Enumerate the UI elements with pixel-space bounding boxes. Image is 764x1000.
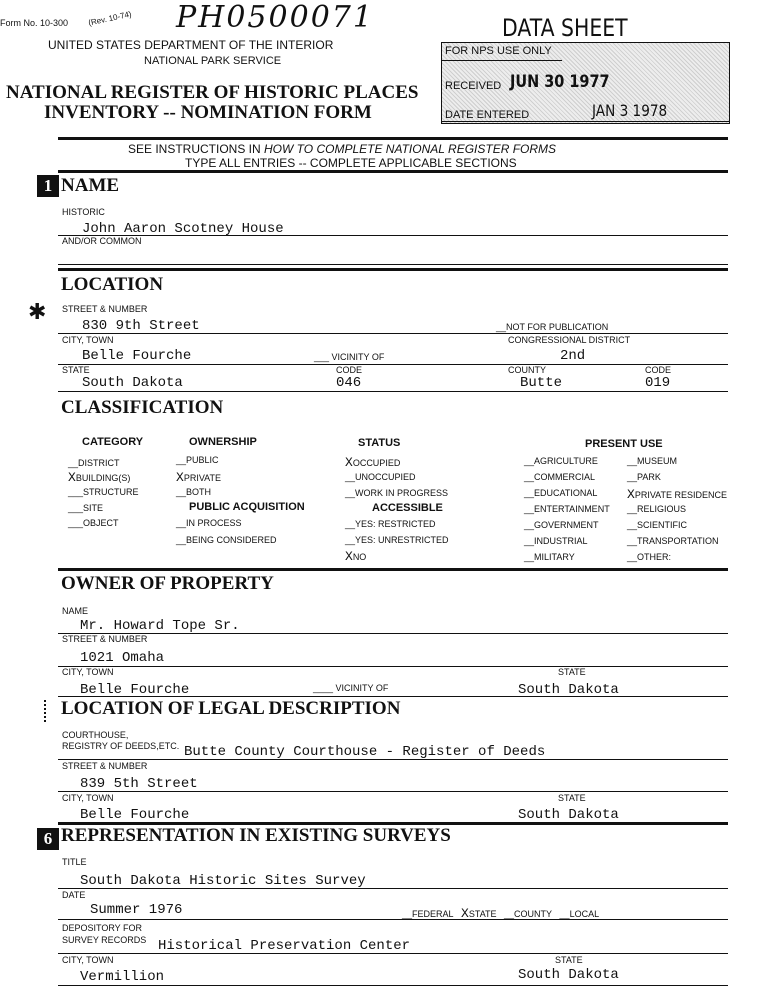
- use-educational: __EDUCATIONAL: [524, 488, 598, 498]
- vicinity-text: VICINITY OF: [335, 683, 389, 693]
- owner-state-value: South Dakota: [518, 682, 619, 698]
- form-number: Form No. 10-300: [0, 18, 69, 28]
- service-heading: NATIONAL PARK SERVICE: [144, 55, 282, 67]
- field-line: [58, 888, 728, 889]
- county-value: Butte: [520, 375, 563, 391]
- category-site: ___SITE: [68, 503, 104, 513]
- section-number-badge: 1: [37, 175, 59, 197]
- date-entered-value: JAN 3 1978: [592, 101, 668, 120]
- received-label: RECEIVED: [445, 80, 502, 92]
- checkbox-label: ENTERTAINMENT: [534, 504, 610, 514]
- legal-street-value: 839 5th Street: [80, 776, 198, 792]
- courthouse-label: COURTHOUSE,: [62, 730, 129, 740]
- field-line: [58, 364, 728, 365]
- owner-state-label: STATE: [558, 667, 586, 677]
- checkbox-label: UNOCCUPIED: [355, 472, 416, 482]
- owner-street-value: 1021 Omaha: [80, 650, 165, 666]
- category-object: ___OBJECT: [68, 518, 119, 528]
- field-line: [58, 985, 728, 986]
- checkbox-label: PRIVATE RESIDENCE: [634, 490, 727, 500]
- field-line: [58, 666, 728, 667]
- owner-street-label: STREET & NUMBER: [62, 634, 148, 644]
- county-label: COUNTY: [508, 365, 546, 375]
- section-rule: [58, 170, 728, 173]
- checkbox-label: BEING CONSIDERED: [186, 535, 277, 545]
- state-label: STATE: [62, 365, 90, 375]
- congressional-district-value: 2nd: [560, 348, 586, 364]
- depository-value: Historical Preservation Center: [158, 938, 411, 954]
- field-line: [58, 919, 728, 920]
- depository-label-line2: SURVEY RECORDS: [62, 935, 147, 945]
- accessible-no: [345, 549, 366, 564]
- use-commercial: __COMMERCIAL: [524, 472, 596, 482]
- checkbox-label: BOTH: [186, 487, 212, 497]
- checkbox-label: IN PROCESS: [186, 518, 242, 528]
- status-work-in-progress: __WORK IN PROGRESS: [345, 488, 449, 498]
- not-for-publication-text: NOT FOR PUBLICATION: [506, 322, 609, 332]
- instructions-text: SEE INSTRUCTIONS IN: [128, 142, 265, 156]
- status-header: STATUS: [358, 437, 401, 449]
- checkbox-label: OCCUPIED: [352, 458, 401, 468]
- handwritten-mark-icon: ✱: [28, 300, 47, 325]
- owner-city-label: CITY, TOWN: [62, 667, 114, 677]
- federal-label: FEDERAL: [412, 909, 454, 919]
- depository-label-line1: DEPOSITORY FOR: [62, 923, 143, 933]
- legal-city-label: CITY, TOWN: [62, 793, 114, 803]
- field-line: [58, 391, 728, 392]
- field-line: [58, 696, 728, 697]
- present-use-header: PRESENT USE: [585, 438, 663, 450]
- form-title-line2: INVENTORY -- NOMINATION FORM: [44, 102, 372, 123]
- use-agriculture: __AGRICULTURE: [524, 456, 598, 466]
- checkbox-label: TRANSPORTATION: [637, 536, 719, 546]
- margin-mark: [44, 700, 48, 722]
- checkbox-label: INDUSTRIAL: [534, 536, 588, 546]
- vicinity-text: VICINITY OF: [331, 352, 385, 362]
- owner-name-label: NAME: [62, 606, 89, 616]
- status-unoccupied: __UNOCCUPIED: [345, 472, 416, 482]
- owner-name-value: Mr. Howard Tope Sr.: [80, 618, 240, 634]
- use-military: __MILITARY: [524, 552, 575, 562]
- checkbox-label: SITE: [83, 503, 104, 513]
- use-other: __OTHER:: [627, 552, 672, 562]
- county-code-value: 019: [645, 375, 671, 391]
- historic-name-value: John Aaron Scotney House: [82, 221, 284, 237]
- acquisition-being-considered: __BEING CONSIDERED: [176, 535, 277, 545]
- survey-city-label: CITY, TOWN: [62, 955, 114, 965]
- checkbox-label: RELIGIOUS: [637, 504, 687, 514]
- legal-street-label: STREET & NUMBER: [62, 761, 148, 771]
- accessible-yes-restricted: __YES: RESTRICTED: [345, 519, 436, 529]
- state-code-value: 046: [336, 375, 362, 391]
- survey-title-value: South Dakota Historic Sites Survey: [80, 873, 366, 889]
- acquisition-in-process: __IN PROCESS: [176, 518, 242, 528]
- city-value: Belle Fourche: [82, 348, 192, 364]
- received-date-stamp: JUN 30 1977: [510, 72, 610, 92]
- use-private-residence: [627, 487, 727, 502]
- section-title-classification: CLASSIFICATION: [61, 397, 224, 418]
- street-label: STREET & NUMBER: [62, 304, 148, 314]
- accessible-header: ACCESSIBLE: [372, 502, 443, 514]
- checkbox-mark: X: [68, 470, 76, 485]
- local-level-label: LOCAL: [569, 909, 600, 919]
- checkbox-label: YES: RESTRICTED: [355, 519, 436, 529]
- street-value: 830 9th Street: [82, 318, 200, 334]
- vicinity-label: ___ VICINITY OF: [314, 352, 385, 362]
- category-buildings: [68, 470, 130, 485]
- form-revision: (Rev. 10-74): [87, 9, 133, 28]
- instructions-line1: [128, 142, 556, 156]
- category-header: CATEGORY: [82, 436, 144, 448]
- use-museum: __MUSEUM: [627, 456, 678, 466]
- checkbox-label: SCIENTIFIC: [637, 520, 688, 530]
- survey-state-label: STATE: [555, 955, 583, 965]
- use-scientific: __SCIENTIFIC: [627, 520, 688, 530]
- ownership-public: __PUBLIC: [176, 455, 219, 465]
- department-heading: UNITED STATES DEPARTMENT OF THE INTERIOR: [48, 38, 334, 52]
- form-title-line1: NATIONAL REGISTER OF HISTORIC PLACES: [6, 82, 419, 103]
- congressional-district-label: CONGRESSIONAL DISTRICT: [508, 335, 631, 345]
- survey-level-options: __FEDERAL XSTATE __COUNTY __LOCAL: [402, 906, 600, 921]
- checkbox-label: STRUCTURE: [83, 487, 139, 497]
- state-checkbox-mark: X: [461, 906, 469, 921]
- checkbox-label: OBJECT: [83, 518, 119, 528]
- state-code-label: CODE: [336, 365, 363, 375]
- accessible-yes-unrestricted: __YES: UNRESTRICTED: [345, 535, 449, 545]
- section-title-surveys: REPRESENTATION IN EXISTING SURVEYS: [61, 825, 451, 846]
- checkbox-label: MUSEUM: [637, 456, 678, 466]
- checkbox-label: PRIVATE: [183, 473, 221, 483]
- use-entertainment: __ENTERTAINMENT: [524, 504, 610, 514]
- common-name-label: AND/OR COMMON: [62, 236, 142, 246]
- legal-state-value: South Dakota: [518, 807, 619, 823]
- county-code-label: CODE: [645, 365, 672, 375]
- city-label: CITY, TOWN: [62, 335, 114, 345]
- handwritten-reference: PH0500071: [176, 0, 374, 35]
- field-line: [58, 333, 728, 334]
- checkbox-label: YES: UNRESTRICTED: [355, 535, 449, 545]
- use-park: __PARK: [627, 472, 661, 482]
- nps-box-bottom: [442, 121, 730, 122]
- instructions-reference: HOW TO COMPLETE NATIONAL REGISTER FORMS: [264, 142, 557, 156]
- checkbox-label: AGRICULTURE: [534, 456, 598, 466]
- not-for-publication-label: __NOT FOR PUBLICATION: [496, 322, 609, 332]
- state-level-label: STATE: [468, 909, 497, 919]
- checkbox-label: COMMERCIAL: [534, 472, 596, 482]
- field-line: [58, 759, 728, 760]
- checkbox-label: WORK IN PROGRESS: [355, 488, 449, 498]
- field-line: [58, 235, 728, 236]
- nps-use-only-label: FOR NPS USE ONLY: [445, 45, 552, 57]
- status-occupied: [345, 455, 400, 470]
- date-entered-label: DATE ENTERED: [445, 109, 530, 121]
- section-rule: [58, 268, 728, 271]
- nps-underline: [442, 60, 562, 61]
- checkbox-label: GOVERNMENT: [534, 520, 599, 530]
- checkbox-label: NO: [352, 552, 367, 562]
- owner-vicinity-label: ____ VICINITY OF: [313, 683, 389, 693]
- checkbox-label: PARK: [637, 472, 661, 482]
- ownership-header: OWNERSHIP: [189, 436, 257, 448]
- field-line: [58, 633, 728, 634]
- legal-state-label: STATE: [558, 793, 586, 803]
- checkbox-label: EDUCATIONAL: [534, 488, 598, 498]
- historic-label: HISTORIC: [62, 207, 105, 217]
- header-rule: [58, 137, 728, 140]
- owner-city-value: Belle Fourche: [80, 682, 190, 698]
- legal-city-value: Belle Fourche: [80, 807, 190, 823]
- checkbox-label: DISTRICT: [78, 458, 120, 468]
- instructions-line2: TYPE ALL ENTRIES -- COMPLETE APPLICABLE SECTIONS: [185, 156, 517, 170]
- section-title-location: LOCATION: [61, 274, 164, 295]
- ownership-both: __BOTH: [176, 487, 212, 497]
- checkbox-mark: X: [345, 549, 353, 564]
- registry-label: REGISTRY OF DEEDS,ETC.: [62, 741, 180, 751]
- use-government: __GOVERNMENT: [524, 520, 599, 530]
- checkbox-label: MILITARY: [534, 552, 575, 562]
- field-line: [58, 791, 728, 792]
- survey-date-label: DATE: [62, 890, 86, 900]
- checkbox-mark: X: [176, 470, 184, 485]
- use-religious: __RELIGIOUS: [627, 504, 687, 514]
- field-line: [58, 953, 728, 954]
- section-title-legal: LOCATION OF LEGAL DESCRIPTION: [61, 698, 401, 719]
- category-structure: ___STRUCTURE: [68, 487, 139, 497]
- category-district: __DISTRICT: [68, 458, 120, 468]
- section-rule: [58, 568, 728, 571]
- section-number-badge-faded: [37, 275, 59, 297]
- county-level-label: COUNTY: [514, 909, 553, 919]
- checkbox-label: BUILDING(S): [75, 473, 131, 483]
- checkbox-mark: X: [627, 487, 635, 502]
- checkbox-mark: X: [345, 455, 353, 470]
- section-title-name: NAME: [61, 175, 120, 196]
- survey-city-value: Vermillion: [80, 969, 165, 985]
- survey-state-value: South Dakota: [518, 967, 619, 983]
- survey-title-label: TITLE: [62, 857, 87, 867]
- use-transportation: __TRANSPORTATION: [627, 536, 719, 546]
- checkbox-label: OTHER:: [637, 552, 672, 562]
- section-number-badge: 6: [37, 828, 59, 850]
- registry-value: Butte County Courthouse - Register of Deeds: [184, 744, 546, 760]
- section-title-owner: OWNER OF PROPERTY: [61, 573, 274, 594]
- survey-date-value: Summer 1976: [90, 902, 183, 918]
- checkbox-label: PUBLIC: [186, 455, 219, 465]
- use-industrial: __INDUSTRIAL: [524, 536, 588, 546]
- ownership-private: [176, 470, 221, 485]
- field-line: [58, 264, 728, 265]
- data-sheet-stamp: DATA SHEET: [502, 14, 628, 42]
- public-acquisition-header: PUBLIC ACQUISITION: [189, 501, 305, 513]
- state-value: South Dakota: [82, 375, 183, 391]
